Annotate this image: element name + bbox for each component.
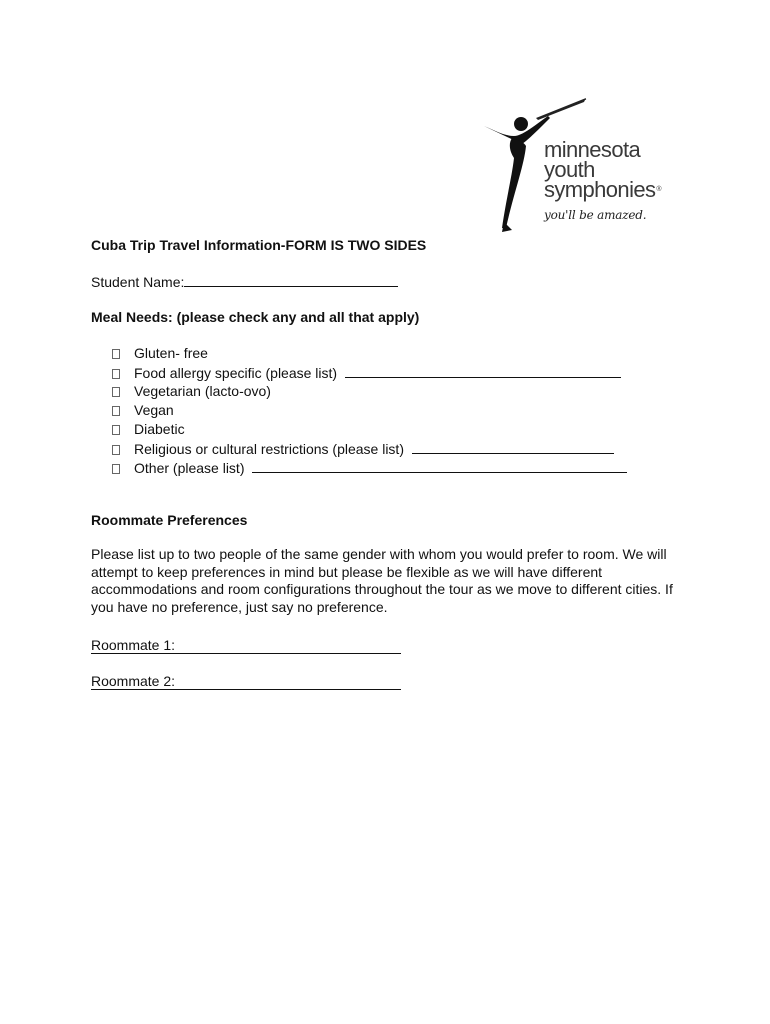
food-allergy-field[interactable] (345, 363, 621, 378)
other-checkbox[interactable] (112, 464, 120, 474)
meal-options-list (112, 344, 627, 477)
roommate-2-label (91, 674, 401, 690)
diabetic-checkbox[interactable] (112, 425, 120, 435)
logo-line-1: minnesota (544, 137, 641, 162)
religious-cultural-field[interactable] (412, 439, 614, 454)
meal-needs-heading: Meal Needs: (please check any and all that apply) (91, 309, 420, 325)
meal-option-vegetarian (112, 382, 627, 401)
logo-line-3-text: symphonies (544, 177, 656, 202)
roommate-2-label-text: Roommate 2: (91, 673, 176, 689)
meal-option-label: Gluten- free (134, 345, 208, 361)
roommate-1-label-text: Roommate 1: (91, 637, 176, 653)
meal-option-vegan (112, 401, 627, 420)
form-title: Cuba Trip Travel Information-FORM IS TWO SIDES (91, 237, 427, 253)
roommate-1-row (91, 637, 401, 654)
registered-mark: ® (656, 186, 661, 193)
meal-option-diabetic (112, 420, 627, 439)
roommate-preferences-heading: Roommate Preferences (91, 512, 248, 528)
meal-option-religious-cultural (112, 439, 627, 458)
roommate-1-label (91, 638, 401, 654)
meal-option-other (112, 458, 627, 477)
logo-line-3 (544, 177, 661, 202)
meal-option-label: Diabetic (134, 421, 185, 437)
logo-tagline: you'll be amazed. (544, 208, 647, 222)
organization-logo (478, 96, 688, 236)
logo-line-2: youth (544, 157, 595, 182)
roommate-instructions: Please list up to two people of the same gender with whom you would prefer to room. We will attempt to keep preferences in mind but please be flexible as we will have different accommodations and room configurations throughout the tour as we move to different cities. If you have no preference, just say no preference. (91, 546, 673, 615)
logo-wordmark (544, 137, 661, 202)
gluten-free-checkbox[interactable] (112, 349, 120, 359)
meal-option-label: Vegan (134, 402, 174, 418)
vegan-checkbox[interactable] (112, 406, 120, 416)
student-name-label: Student Name: (91, 274, 185, 290)
religious-cultural-checkbox[interactable] (112, 445, 120, 455)
student-name-field[interactable] (184, 272, 398, 287)
roommate-2-row (91, 673, 401, 690)
meal-option-label: Vegetarian (lacto-ovo) (134, 383, 271, 399)
food-allergy-checkbox[interactable] (112, 369, 120, 379)
meal-option-food-allergy (112, 363, 627, 382)
meal-option-label: Religious or cultural restrictions (please list) (134, 441, 404, 457)
other-field[interactable] (252, 458, 627, 473)
student-name-row (91, 272, 398, 290)
meal-option-label: Other (please list) (134, 460, 245, 476)
vegetarian-checkbox[interactable] (112, 387, 120, 397)
meal-option-gluten-free (112, 344, 627, 363)
meal-option-label: Food allergy specific (please list) (134, 365, 338, 381)
